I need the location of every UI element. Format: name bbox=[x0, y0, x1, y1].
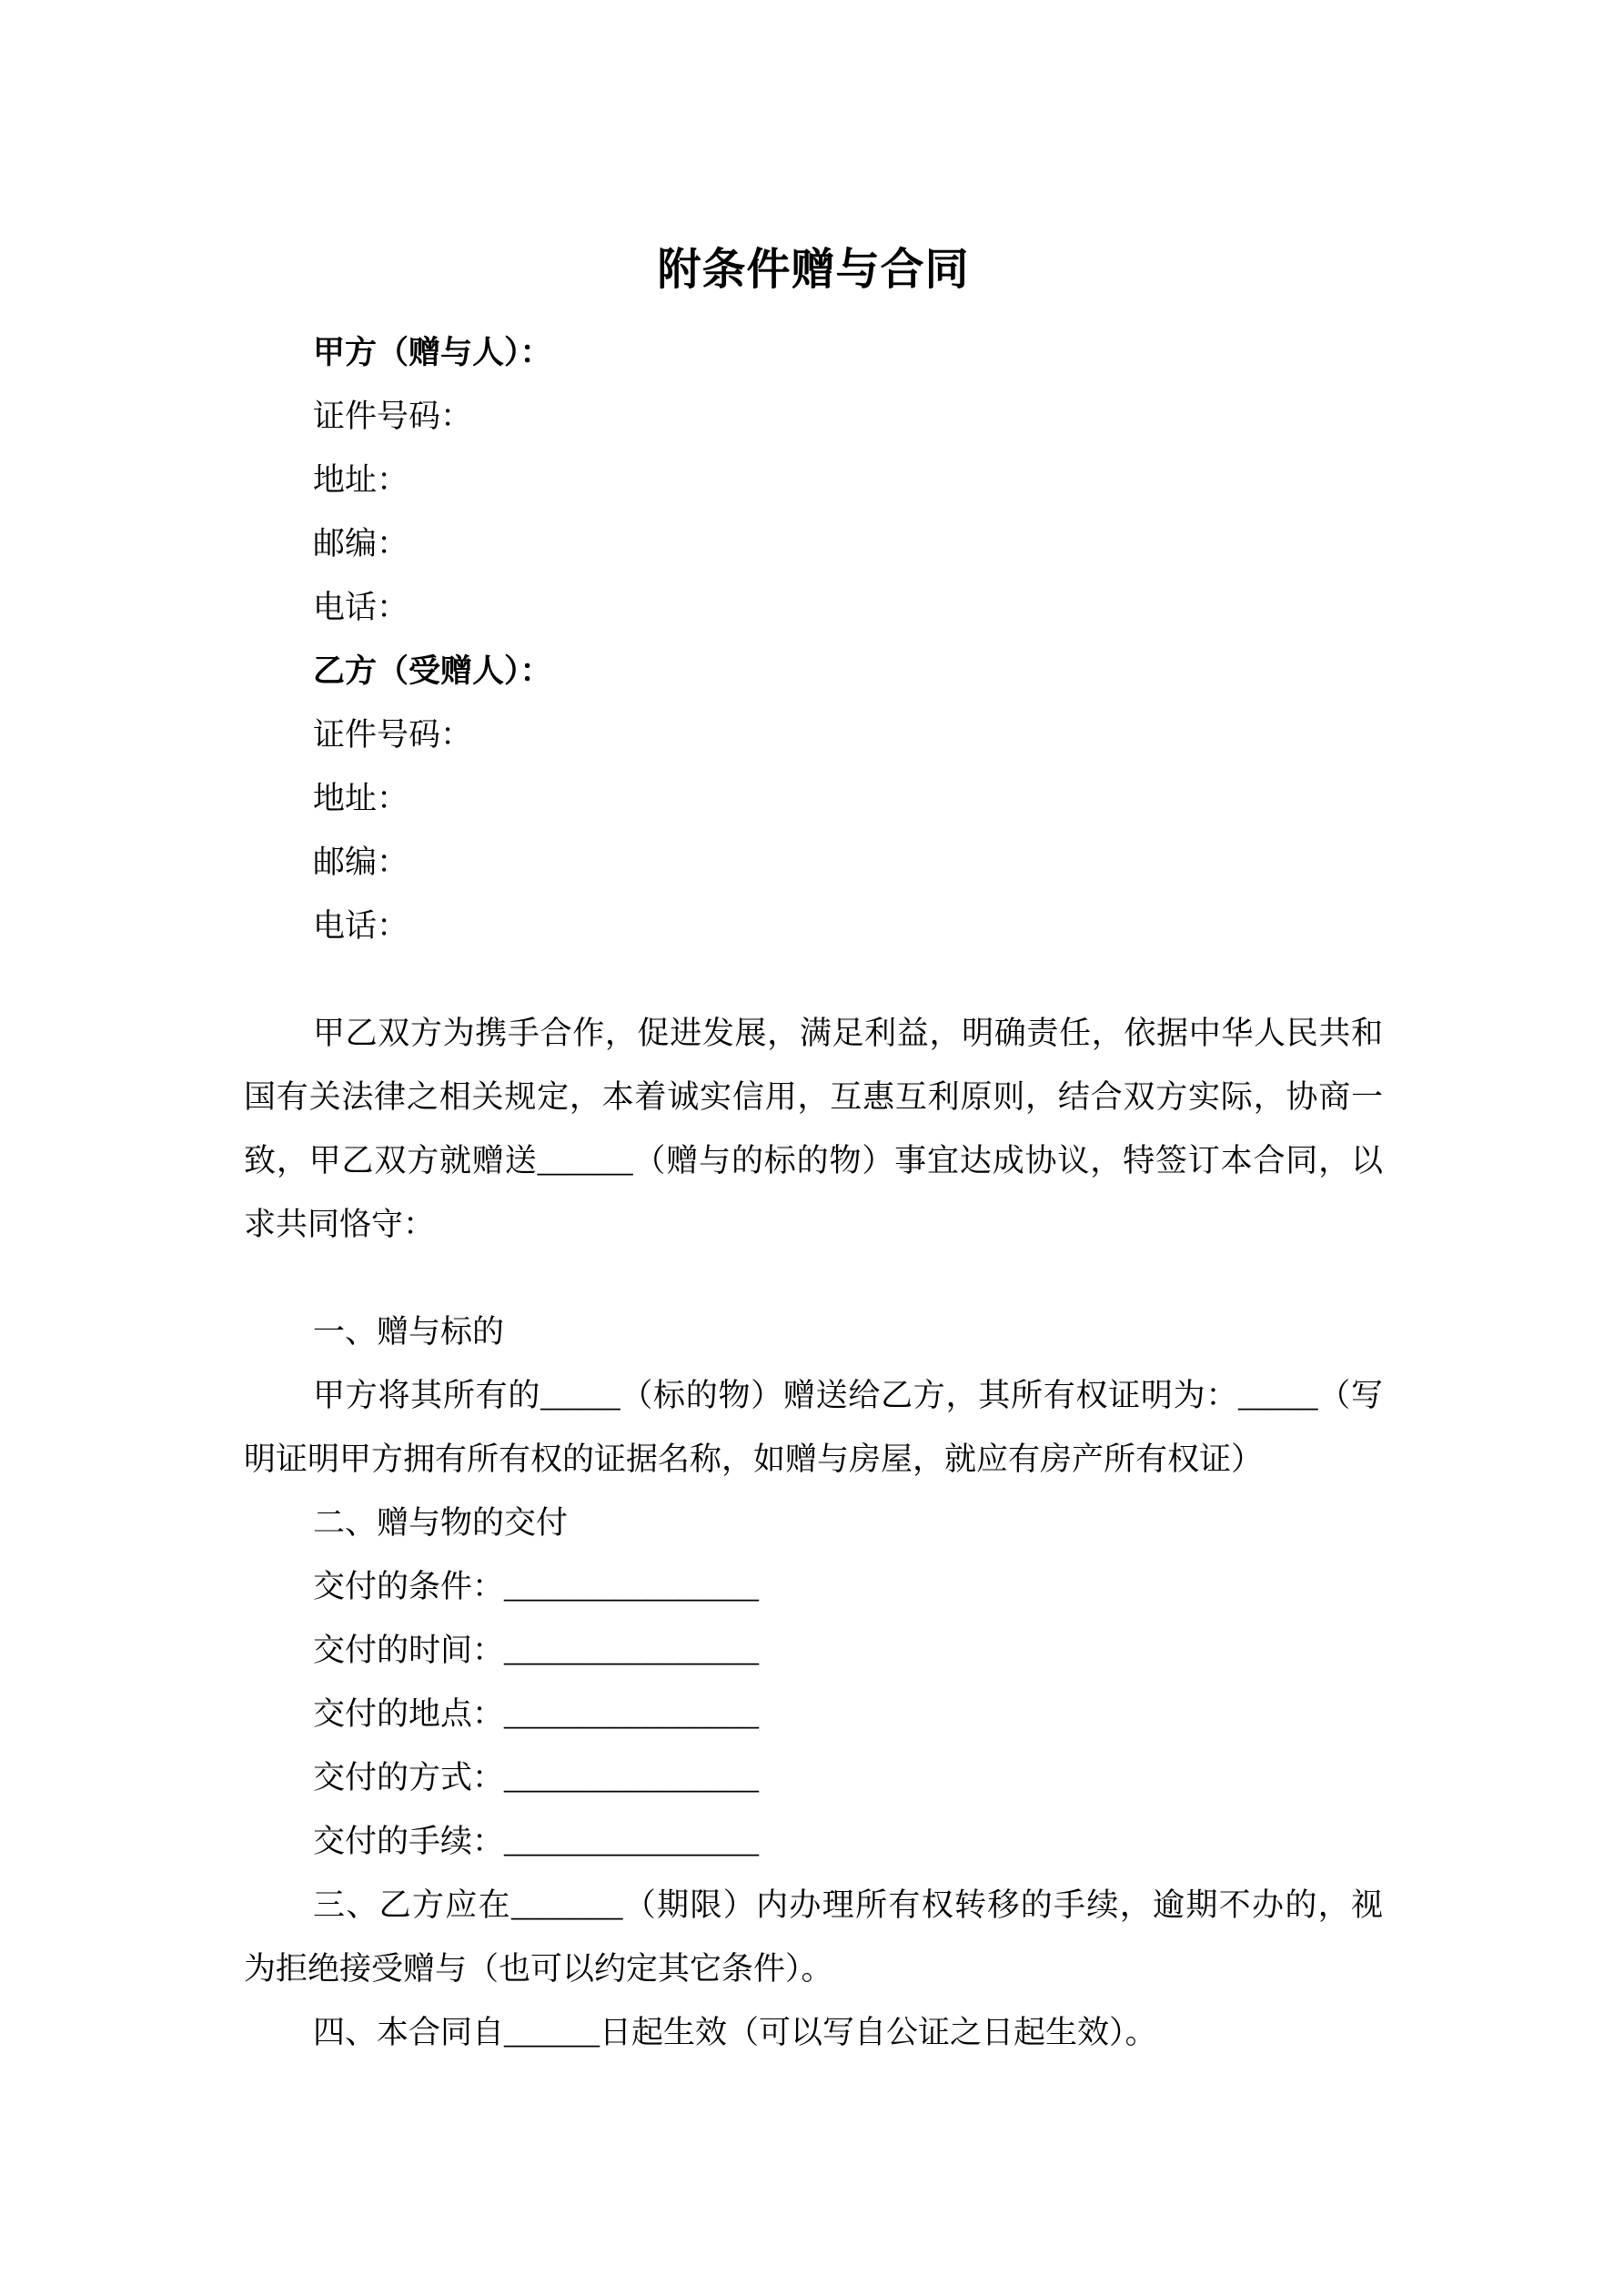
intro-paragraph bbox=[244, 1002, 1383, 1257]
section-1-body-line: 明证明甲方拥有所有权的证据名称，如赠与房屋，就应有房产所有权证） bbox=[244, 1441, 1264, 1477]
delivery-item-method bbox=[244, 1746, 1383, 1810]
section-gift-subject bbox=[244, 1300, 1383, 1492]
delivery-item-place bbox=[244, 1683, 1383, 1746]
delivery-item-procedure bbox=[244, 1810, 1383, 1874]
section-3-line: 三、乙方应在_______（期限）内办理所有权转移的手续，逾期不办的，视 bbox=[313, 1887, 1383, 1923]
party-b-phone-label: 电话： bbox=[313, 908, 409, 944]
party-b-zip-label: 邮编： bbox=[313, 845, 409, 880]
section-3-line: 为拒绝接受赠与（也可以约定其它条件）。 bbox=[244, 1951, 833, 1987]
section-gift-delivery bbox=[244, 1492, 1383, 1874]
fill-in-blank: ________________ bbox=[504, 1569, 760, 1604]
section-1-heading: 一、赠与标的 bbox=[313, 1314, 505, 1350]
delivery-label: 交付的时间： bbox=[313, 1633, 505, 1668]
fill-in-blank: ________________ bbox=[504, 1633, 760, 1668]
party-a-zip-label: 邮编： bbox=[313, 526, 409, 561]
section-2-heading: 二、赠与物的交付 bbox=[313, 1505, 569, 1541]
party-a-id-label: 证件号码： bbox=[313, 399, 473, 434]
section-1-body-line: 甲方将其所有的_____（标的物）赠送给乙方，其所有权证明为：_____（写 bbox=[313, 1378, 1383, 1413]
party-a-phone-label: 电话： bbox=[313, 590, 409, 625]
section-ownership-transfer bbox=[244, 1874, 1383, 2001]
party-b-address-label: 地址： bbox=[313, 781, 409, 816]
intro-line: 甲乙双方为携手合作，促进发展，满足利益，明确责任，依据中华人民共和 bbox=[313, 1016, 1383, 1051]
party-a-heading: 甲方（赠与人）： bbox=[313, 335, 552, 370]
party-b-heading: 乙方（受赠人）： bbox=[313, 653, 552, 689]
blank-line bbox=[244, 958, 1383, 1002]
section-4-line: 四、本合同自______日起生效（可以写自公证之日起生效）。 bbox=[313, 2015, 1157, 2050]
fill-in-blank: ________________ bbox=[504, 1760, 760, 1795]
delivery-label: 交付的地点： bbox=[313, 1696, 505, 1732]
document-title: 附条件赠与合同 bbox=[657, 246, 970, 294]
party-b-id-label: 证件号码： bbox=[313, 717, 473, 753]
blank-line bbox=[244, 1257, 1383, 1300]
intro-line: 国有关法律之相关规定，本着诚实信用，互惠互利原则，结合双方实际，协商一 bbox=[244, 1079, 1383, 1115]
delivery-item-condition bbox=[244, 1555, 1383, 1619]
fill-in-blank: ________________ bbox=[504, 1824, 760, 1859]
delivery-label: 交付的方式： bbox=[313, 1760, 505, 1795]
section-effective-date bbox=[244, 2001, 1383, 2065]
party-a-address-label: 地址： bbox=[313, 462, 409, 498]
fill-in-blank: ________________ bbox=[504, 1696, 760, 1732]
delivery-label: 交付的手续： bbox=[313, 1824, 505, 1859]
delivery-item-time bbox=[244, 1619, 1383, 1683]
intro-line: 求共同恪守： bbox=[244, 1207, 436, 1242]
party-a-block bbox=[244, 321, 1383, 640]
intro-line: 致，甲乙双方就赠送______（赠与的标的物）事宜达成协议，特签订本合同，以 bbox=[244, 1143, 1383, 1178]
delivery-label: 交付的条件： bbox=[313, 1569, 505, 1604]
party-b-block bbox=[244, 640, 1383, 958]
